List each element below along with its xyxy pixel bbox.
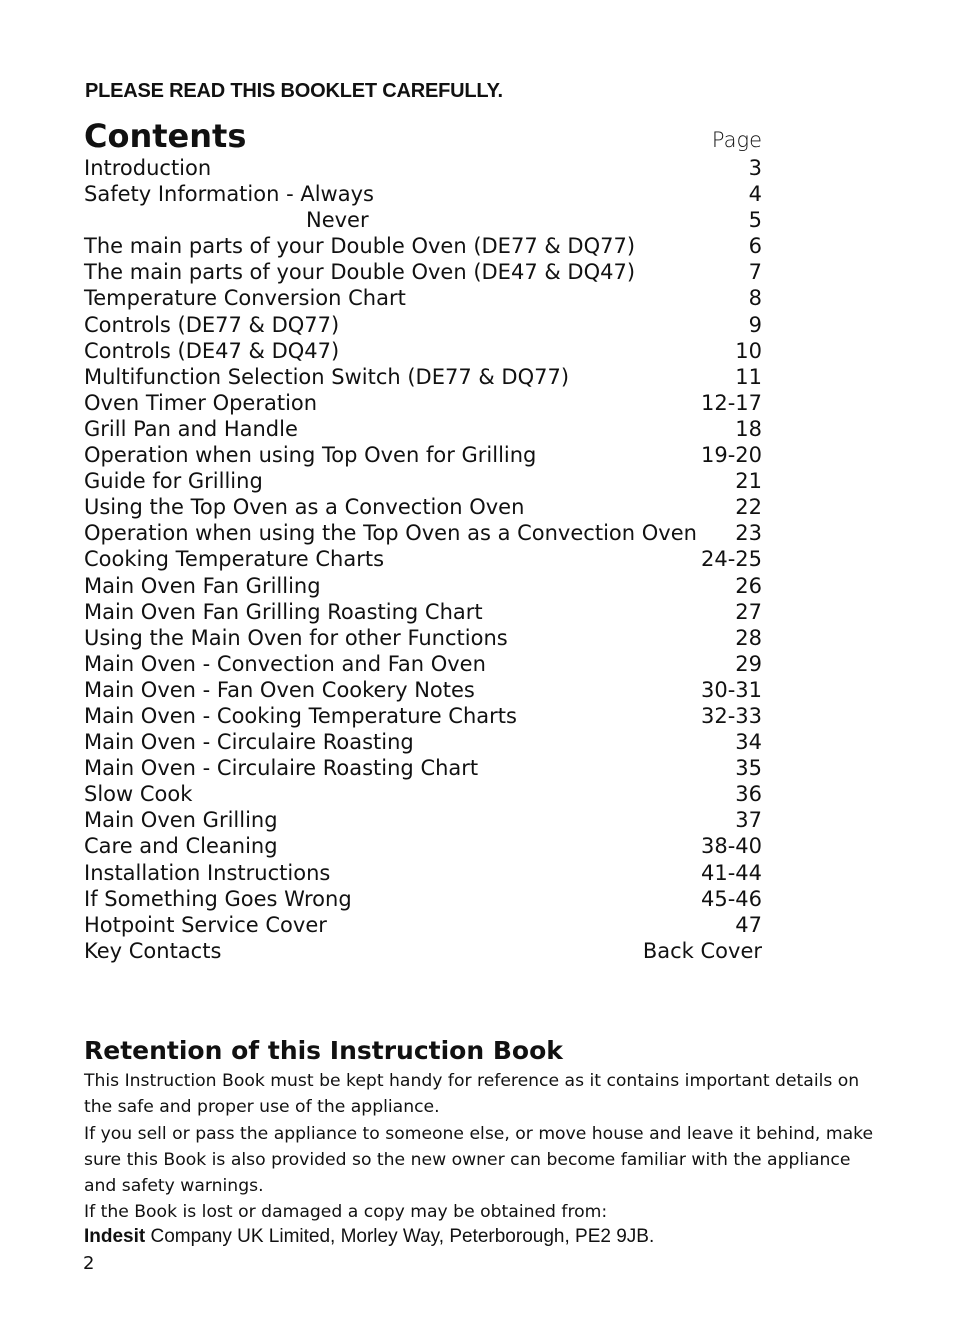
toc-entry-page: 8 [748,286,762,311]
toc-entry [84,729,762,755]
toc-entry-page: 29 [735,651,762,676]
retention-section-title: Retention of this Instruction Book [84,1036,563,1065]
toc-entry-label: Operation when using Top Oven for Grilling [84,443,537,468]
toc-entry [84,546,762,572]
toc-entry-label: Slow Cook [84,782,193,807]
toc-entry [84,651,762,677]
toc-entry-page: 22 [735,495,762,520]
toc-entry-label: The main parts of your Double Oven (DE77 & DQ77) [84,234,636,259]
toc-entry-page: 11 [735,364,762,389]
toc-entry-page: 12-17 [700,390,762,415]
toc-entry-page: 3 [748,156,762,180]
toc-entry-page: 19-20 [700,443,762,468]
page-number: 2 [83,1253,95,1274]
toc-entry-label: Using the Top Oven as a Convection Oven [84,495,525,520]
company-address-line [84,1226,654,1248]
toc-entry-label: Guide for Grilling [84,469,263,494]
toc-entry-page: 32-33 [700,703,762,728]
toc-entry [84,755,762,781]
toc-entry [84,155,762,181]
toc-entry [84,259,762,285]
toc-entry-page: 30-31 [700,677,762,702]
toc-entry-page: 10 [735,338,762,363]
toc-entry-page: 36 [735,782,762,807]
toc-entry-label: Controls (DE77 & DQ77) [84,312,340,337]
toc-entry-label: Oven Timer Operation [84,390,318,415]
toc-entry [84,416,762,442]
toc-entry-page: 4 [748,182,762,207]
toc-entry-page: 41-44 [700,860,762,885]
toc-entry-label: Temperature Conversion Chart [84,286,406,311]
toc-entry-label: Hotpoint Service Cover [84,912,327,937]
toc-entry-label: Using the Main Oven for other Functions [84,625,508,650]
toc-entry-label: Main Oven - Fan Oven Cookery Notes [84,677,475,702]
toc-entry [84,703,762,729]
toc-entry-page: 37 [735,808,762,833]
toc-entry [84,364,762,390]
toc-entry-label: Main Oven - Circulaire Roasting [84,730,414,755]
retention-paragraph: This Instruction Book must be kept handy for reference as it contains important details on the safe and proper use of the appliance. [84,1071,860,1118]
toc-entry-page: 47 [735,912,762,937]
toc-entry-page: 5 [748,208,762,233]
toc-entry-page: 23 [735,521,762,546]
toc-entry-page: 28 [735,625,762,650]
toc-entry-page: 24-25 [700,547,762,572]
toc-entry-label: Main Oven - Circulaire Roasting Chart [84,756,479,781]
toc-entry [84,468,762,494]
toc-entry-page: 21 [735,469,762,494]
toc-entry-label: Installation Instructions [84,860,331,885]
toc-entry [84,833,762,859]
toc-entry [84,807,762,833]
toc-entry-label: Introduction [84,156,212,180]
toc-entry [84,860,762,886]
toc-entry-page: 34 [735,730,762,755]
table-of-contents [84,155,762,964]
toc-entry-label: The main parts of your Double Oven (DE47 & DQ47) [84,260,636,285]
toc-entry [84,781,762,807]
toc-entry-label: Operation when using the Top Oven as a Convection Oven [84,521,697,546]
toc-entry [84,886,762,912]
toc-entry [84,338,762,364]
toc-entry-label: Never [306,208,369,233]
toc-entry [84,233,762,259]
toc-entry-label: Main Oven Fan Grilling Roasting Chart [84,599,483,624]
toc-entry [84,938,762,964]
read-carefully-notice: PLEASE READ THIS BOOKLET CAREFULLY. [85,80,503,102]
toc-entry-page: 18 [735,416,762,441]
toc-entry-page: 6 [748,234,762,259]
toc-entry-label: If Something Goes Wrong [84,886,352,911]
toc-entry [84,520,762,546]
toc-entry-page: 35 [735,756,762,781]
toc-entry [84,677,762,703]
toc-entry-label: Main Oven - Convection and Fan Oven [84,651,486,676]
toc-entry [84,912,762,938]
toc-entry [84,207,762,233]
toc-entry-label: Multifunction Selection Switch (DE77 & DQ77) [84,364,570,389]
toc-entry-label: Main Oven Grilling [84,808,278,833]
toc-entry-label: Care and Cleaning [84,834,278,859]
toc-entry-label: Main Oven - Cooking Temperature Charts [84,703,517,728]
toc-entry [84,599,762,625]
toc-entry-label: Main Oven Fan Grilling [84,573,321,598]
toc-entry-label: Cooking Temperature Charts [84,547,385,572]
toc-entry-page: 27 [735,599,762,624]
toc-entry [84,573,762,599]
toc-entry-label: Grill Pan and Handle [84,416,298,441]
company-brand: Indesit [84,1226,146,1247]
toc-entry-page: 38-40 [700,834,762,859]
toc-entry-label: Controls (DE47 & DQ47) [84,338,340,363]
toc-entry-page: 7 [748,260,762,285]
toc-entry [84,390,762,416]
page-column-header: Page [711,128,762,152]
toc-entry [84,181,762,207]
retention-paragraph: If you sell or pass the appliance to someone else, or move house and leave it behind, make sure this Book is also provided so the new owner can become familiar with the appliance and safety warnings. [84,1123,874,1197]
toc-entry-page: 26 [735,573,762,598]
toc-entry-page: 45-46 [700,886,762,911]
company-address: Company UK Limited, Morley Way, Peterborough, PE2 9JB. [145,1226,655,1247]
toc-entry [84,625,762,651]
toc-entry [84,285,762,311]
contents-title: Contents [84,117,247,155]
toc-entry [84,312,762,338]
toc-entry-page: 9 [748,312,762,337]
retention-paragraph: If the Book is lost or damaged a copy may be obtained from: [84,1202,608,1223]
toc-entry-label: Key Contacts [84,938,222,963]
toc-entry-label: Safety Information - Always [84,182,374,207]
retention-section-body [84,1068,874,1226]
toc-entry [84,442,762,468]
toc-entry [84,494,762,520]
toc-entry-page: Back Cover [642,938,762,963]
